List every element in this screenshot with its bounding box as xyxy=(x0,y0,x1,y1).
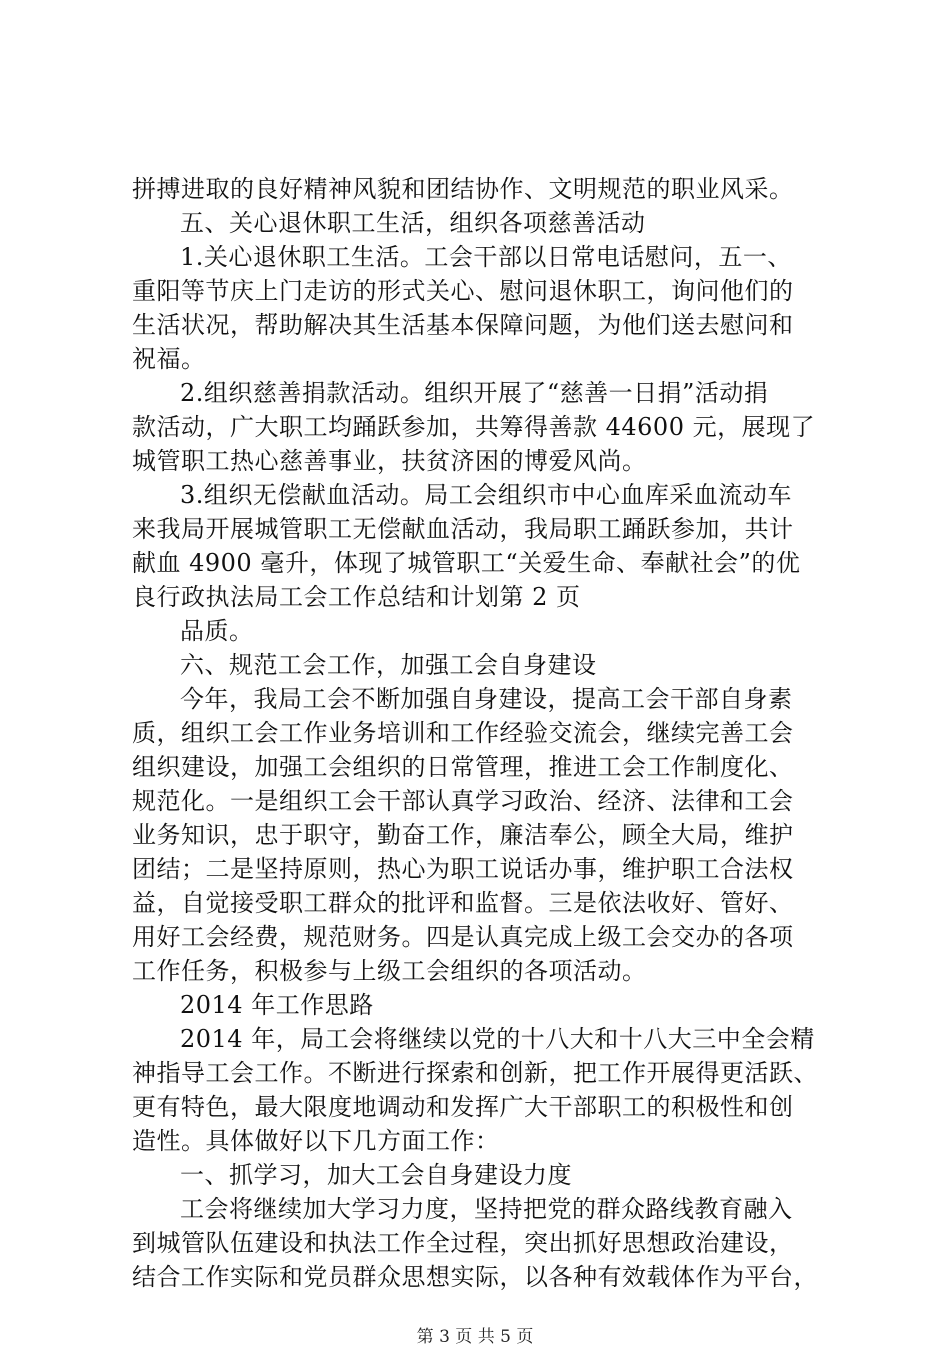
text-line: 质，组织工会工作业务培训和工作经验交流会，继续完善工会 xyxy=(132,719,794,747)
text-line: 城管职工热心慈善事业，扶贫济困的博爱风尚。 xyxy=(132,447,647,475)
text-line: 到城管队伍建设和执法工作全过程，突出抓好思想政治建设， xyxy=(132,1229,794,1257)
text-line: 款活动，广大职工均踊跃参加，共筹得善款 44600 元，展现了 xyxy=(132,413,816,441)
section-heading: 五、关心退休职工生活，组织各项慈善活动 xyxy=(180,209,646,237)
text-line: 重阳等节庆上门走访的形式关心、慰问退休职工，询问他们的 xyxy=(132,277,794,305)
text-line: 2.组织慈善捐款活动。组织开展了“慈善一日捐”活动捐 xyxy=(180,379,769,407)
text-line: 工作任务，积极参与上级工会组织的各项活动。 xyxy=(132,957,647,985)
text-line: 工会将继续加大学习力度，坚持把党的群众路线教育融入 xyxy=(180,1195,793,1223)
text-line: 神指导工会工作。不断进行探索和创新，把工作开展得更活跃、 xyxy=(132,1059,818,1087)
text-line: 品质。 xyxy=(180,617,254,645)
text-line: 生活状况，帮助解决其生活基本保障问题，为他们送去慰问和 xyxy=(132,311,794,339)
text-line: 团结；二是坚持原则，热心为职工说话办事，维护职工合法权 xyxy=(132,855,794,883)
text-line: 用好工会经费，规范财务。四是认真完成上级工会交办的各项 xyxy=(132,923,794,951)
text-line: 良行政执法局工会工作总结和计划第 2 页 xyxy=(132,583,581,611)
text-line: 造性。具体做好以下几方面工作： xyxy=(132,1127,500,1155)
text-line: 规范化。一是组织工会干部认真学习政治、经济、法律和工会 xyxy=(132,787,794,815)
text-line: 益，自觉接受职工群众的批评和监督。三是依法收好、管好、 xyxy=(132,889,794,917)
text-line: 3.组织无偿献血活动。局工会组织市中心血库采血流动车 xyxy=(180,481,792,509)
text-line: 2014 年，局工会将继续以党的十八大和十八大三中全会精 xyxy=(180,1025,815,1053)
section-heading: 2014 年工作思路 xyxy=(180,991,374,1019)
text-line: 业务知识，忠于职守，勤奋工作，廉洁奉公，顾全大局，维护 xyxy=(132,821,794,849)
text-line: 更有特色，最大限度地调动和发挥广大干部职工的积极性和创 xyxy=(132,1093,794,1121)
text-line: 祝福。 xyxy=(132,345,206,373)
text-line: 献血 4900 毫升，体现了城管职工“关爱生命、奉献社会”的优 xyxy=(132,549,801,577)
section-heading: 一、抓学习，加大工会自身建设力度 xyxy=(180,1161,572,1189)
text-line: 拼搏进取的良好精神风貌和团结协作、文明规范的职业风采。 xyxy=(132,175,794,203)
text-line: 来我局开展城管职工无偿献血活动，我局职工踊跃参加，共计 xyxy=(132,515,794,543)
section-heading: 六、规范工会工作，加强工会自身建设 xyxy=(180,651,597,679)
text-line: 1.关心退休职工生活。工会干部以日常电话慰问，五一、 xyxy=(180,243,792,271)
text-line: 组织建设，加强工会组织的日常管理，推进工会工作制度化、 xyxy=(132,753,794,781)
text-line: 结合工作实际和党员群众思想实际，以各种有效载体作为平台， xyxy=(132,1263,818,1291)
text-line: 今年，我局工会不断加强自身建设，提高工会干部自身素 xyxy=(180,685,793,713)
page-footer: 第 3 页 共 5 页 xyxy=(416,1327,534,1347)
